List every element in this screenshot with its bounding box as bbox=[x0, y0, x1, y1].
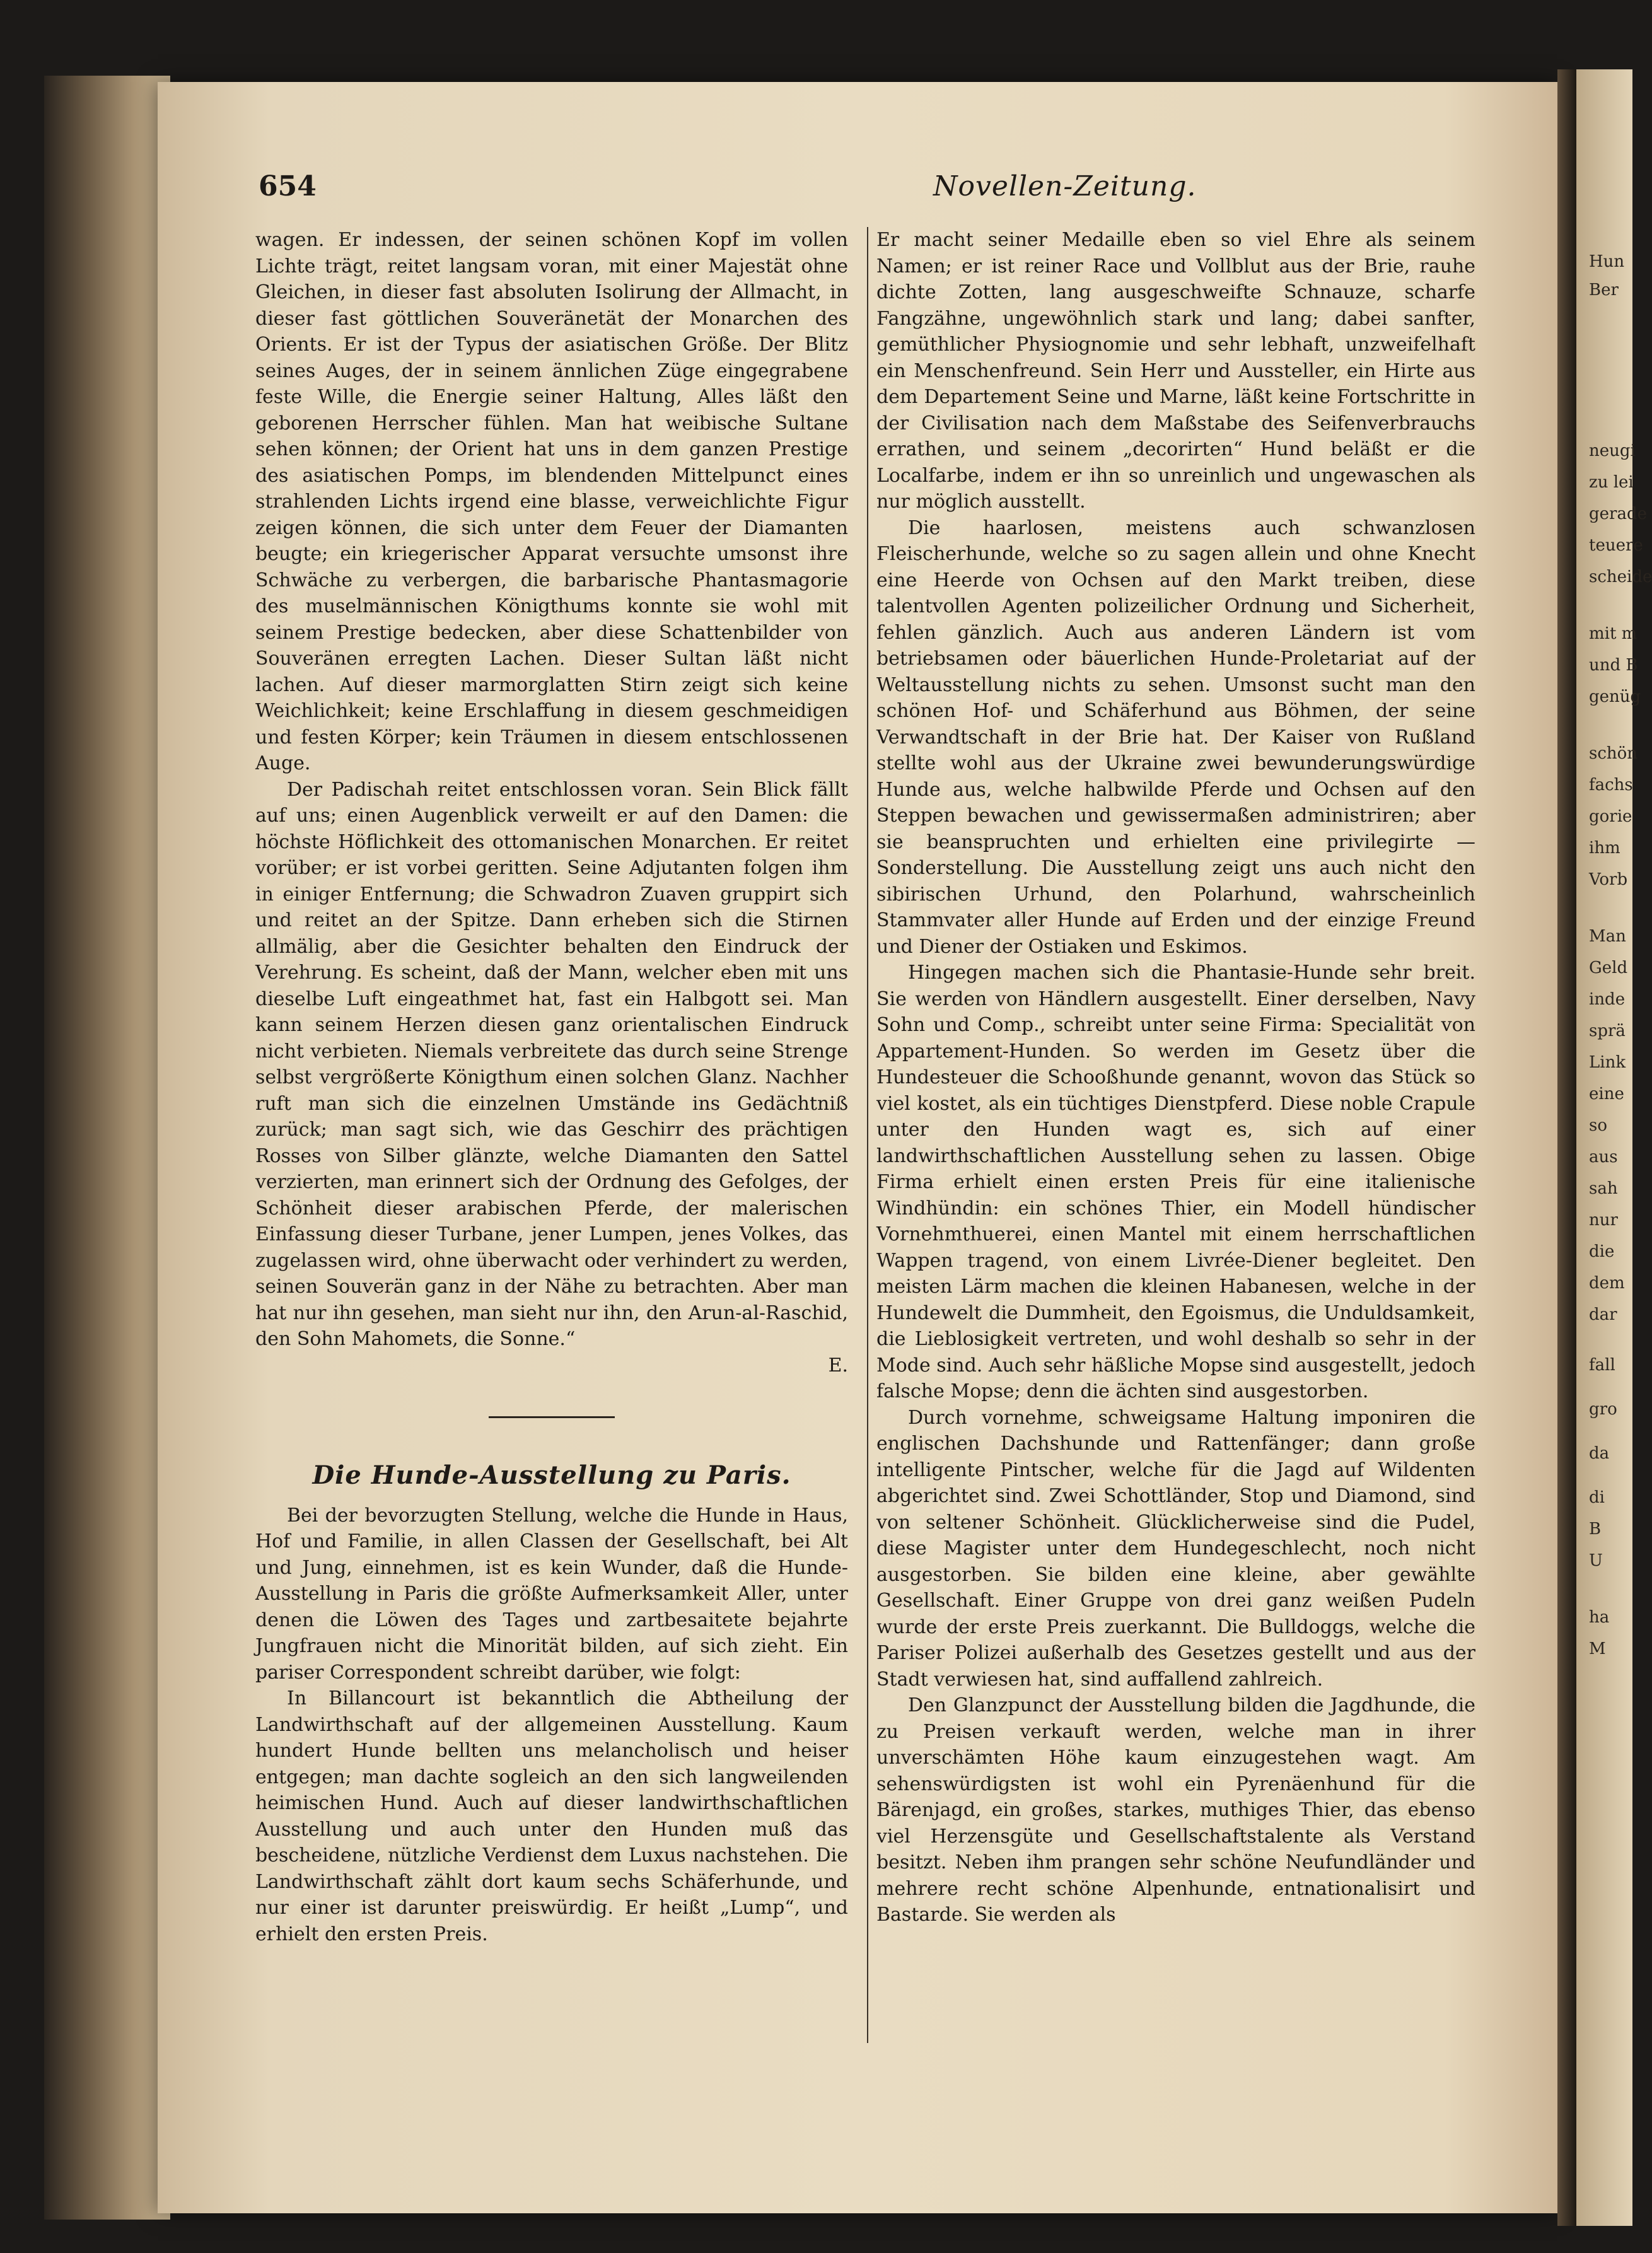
facing-page-fragment: genüg bbox=[1589, 687, 1641, 706]
facing-page-fragment: dem bbox=[1589, 1274, 1625, 1293]
book-page-edges bbox=[44, 76, 170, 2220]
right-column bbox=[876, 227, 1475, 1928]
facing-page-fragment: sah bbox=[1589, 1179, 1618, 1198]
column-rule bbox=[867, 227, 868, 2043]
facing-page-fragment: zu lei bbox=[1589, 473, 1634, 492]
book-gutter bbox=[1557, 69, 1576, 2226]
facing-page-fragment: neugi bbox=[1589, 441, 1636, 460]
facing-page-fragment: Hun bbox=[1589, 252, 1625, 271]
facing-page-fragment: schön bbox=[1589, 744, 1638, 763]
facing-page-fragment: di bbox=[1589, 1488, 1605, 1507]
facing-page-fragment: eine bbox=[1589, 1085, 1624, 1103]
paragraph: Er macht seiner Medaille eben so viel Ehre als seinem Namen; er ist reiner Race und Vollblut aus der Brie, rauhe dichte Zotten, lang ausgeschweifte Schnauze, scharfe Fangzähne, ungewöhnlich stark und lang; dabei sanfter, gemüthlicher Physiognomie und sehr lebhaft, unzweifelhaft ein Menschenfreund. Sein Herr und Aussteller, ein Hirte aus dem Departement Seine und Marne, läßt keine Fortschritte in der Civilisation nach dem Maßstabe des Seifenverbrauchs errathen, und seinem „decorirten“ Hund beläßt er die Localfarbe, indem er ihn so unreinlich und ungewaschen als nur möglich ausstellt. bbox=[876, 229, 1475, 513]
paragraph: Bei der bevorzugten Stellung, welche die Hunde in Haus, Hof und Familie, in allen Classen der Gesellschaft, bei Alt und Jung, einnehmen, ist es kein Wunder, daß die Hunde-Ausstellung in Paris die größte Aufmerksamkeit Aller, unter denen die Löwen des Tages und zartbesaitete bejahrte Jungfrauen nicht die Minorität bilden, auf sich zieht. Ein pariser Correspondent schreibt darüber, wie folgt: bbox=[255, 1504, 848, 1684]
facing-page-fragment: inde bbox=[1589, 990, 1626, 1009]
facing-page-fragment: gerade bbox=[1589, 504, 1647, 523]
paragraph: Der Padischah reitet entschlossen voran. Sein Blick fällt auf uns; einen Augenblick verweilt er auf den Damen: die höchste Höflichkeit des ottomanischen Monarchen. Er reitet vorüber; er ist vorbei geritten. Seine Adjutanten folgen ihm in einiger Entfernung; die Schwadron Zuaven gruppirt sich und reitet an der Spitze. Dann erheben sich die Stirnen allmälig, aber die Gesichter behalten den Eindruck der Verehrung. Es scheint, daß der Mann, welcher eben mit uns dieselbe Luft eingeathmet hat, fast ein Halbgott sei. Man kann seinem Herzen diesen ganz orientalischen Eindruck nicht verbieten. Niemals verbreitete das durch seine Strenge selbst vergrößerte Königthum einen solchen Glanz. Nachher ruft man sich die einzelnen Umstände ins Gedächtniß zurück; man sagt sich, wie das Geschirr des prächtigen Rosses von Silber glänzte, welche Diamanten den Sattel verzierten, man erinnert sich der Ordnung des Gefolges, der Schönheit dieser arabischen Pferde, der malerischen Einfassung dieser Turbane, jener Lumpen, jenes Volkes, das zugelassen wird, ohne überwacht oder verhindert zu werden, seinen Souverän ganz in der Nähe zu betrachten. Aber man hat nur ihn gesehen, man sieht nur ihn, den Arun-al-Raschid, den Sohn Mahomets, die Sonne.“ bbox=[255, 778, 848, 1350]
facing-page-fragment: M bbox=[1589, 1639, 1606, 1658]
facing-page-fragment: Man bbox=[1589, 927, 1626, 946]
facing-page-fragment: da bbox=[1589, 1444, 1610, 1463]
facing-page-fragment: teuere bbox=[1589, 536, 1643, 555]
book-page bbox=[158, 82, 1557, 2213]
paragraph: wagen. Er indessen, der seinen schönen Kopf im vollen Lichte trägt, reitet langsam voran, mit einer Majestät ohne Gleichen, in dieser fast absoluten Isolirung der Allmacht, in dieser fast göttlichen Souveränetät der Monarchen des Orients. Er ist der Typus der asiatischen Größe. Der Blitz seines Auges, der in seinem ännlichen Züge eingegrabene feste Wille, die Energie seiner Haltung, Alles läßt den geborenen Herrscher fühlen. Man hat weibische Sultane sehen können; der Orient hat uns in dem ganzen Prestige des asiatischen Pomps, im blendenden Mittelpunct eines strahlenden Lichts irgend eine blasse, verweichlichte Figur zeigen können, die sich unter dem Feuer der Diamanten beugte; ein kriegerischer Apparat versuchte umsonst ihre Schwäche zu verbergen, die barbarische Phantasmagorie des muselmännischen Königthums konnte sie wohl mit seinem Prestige bedecken, aber diese Schattenbilder von Souveränen erregten Lachen. Dieser Sultan läßt nicht lachen. Auf dieser marmorglatten Stirn zeigt sich keine Weichlichkeit; keine Erschlaffung in diesem geschmeidigen und festen Körper; kein Träumen in diesem entschlossenen Auge. bbox=[255, 229, 848, 774]
facing-page-fragment: Ber bbox=[1589, 281, 1619, 300]
facing-page-fragment: fall bbox=[1589, 1356, 1615, 1375]
left-column bbox=[255, 227, 848, 1947]
paragraph: In Billancourt ist bekanntlich die Abtheilung der Landwirthschaft auf der allgemeinen Ausstellung. Kaum hundert Hunde bellten uns melancholisch und heiser entgegen; man dachte sogleich an den sich langweilenden heimischen Hund. Auch auf dieser landwirthschaftlichen Ausstellung und auch unter den Hunden muß das bescheidene, nützliche Verdienst dem Luxus nachstehen. Die Landwirthschaft zählt dort kaum sechs Schäferhunde, und nur einer ist darunter preiswürdig. Er heißt „Lump“, und erhielt den ersten Preis. bbox=[255, 1687, 848, 1945]
facing-page-edge bbox=[1576, 69, 1652, 2226]
facing-page-fragment: gorie bbox=[1589, 807, 1632, 826]
facing-page-fragment: ha bbox=[1589, 1608, 1610, 1627]
paragraph: Die haarlosen, meistens auch schwanzlosen Fleischerhunde, welche so zu sagen allein und ohne Knecht eine Heerde von Ochsen auf den Markt treiben, diese talentvollen Agenten polizeilicher Ordnung und Sicherheit, fehlen gänzlich. Auch aus anderen Ländern ist vom betriebsamen oder bäuerlichen Hunde-Proletariat auf der Weltausstellung nichts zu sehen. Umsonst sucht man den schönen Hof- und Schäferhund aus Böhmen, der seine Verwandtschaft in der Brie hat. Der Kaiser von Rußland stellte wohl aus der Ukraine zwei bewunderungswürdige Hunde aus, welche halbwilde Pferde und Ochsen auf den Steppen bewachen und gewissermaßen administriren; aber sie beanspruchten und erhielten eine privilegirte — Sonderstellung. Die Ausstellung zeigt uns auch nicht den sibirischen Urhund, den Polarhund, wahrscheinlich Stammvater aller Hunde auf Erden und der einzige Freund und Diener der Ostiaken und Eskimos. bbox=[876, 516, 1475, 958]
facing-page-fragment: Vorb bbox=[1589, 870, 1628, 889]
facing-page-fragment: dar bbox=[1589, 1305, 1617, 1324]
facing-page-fragment: sprä bbox=[1589, 1022, 1626, 1040]
page-number: 654 bbox=[259, 170, 317, 202]
section-divider bbox=[489, 1416, 615, 1418]
article-title: Die Hunde-Ausstellung zu Paris. bbox=[312, 1460, 791, 1490]
paragraph: Den Glanzpunct der Ausstellung bilden die Jagdhunde, die zu Preisen verkauft werden, welche man in ihrer unverschämten Höhe kaum einzugestehen wagt. Am sehenswürdigsten ist wohl ein Pyrenäenhund für die Bärenjagd, ein großes, starkes, muthiges Thier, das ebenso viel Herzensgüte und Gesellschaftstalente als Verstand besitzt. Neben ihm prangen sehr schöne Neufundländer und mehrere recht schöne Alpenhunde, entnationalisirt und Bastarde. Sie werden als bbox=[876, 1694, 1475, 1926]
facing-page-fragment: mit m bbox=[1589, 624, 1637, 643]
facing-page-fragment: Link bbox=[1589, 1053, 1626, 1072]
facing-page-fragment: die bbox=[1589, 1242, 1615, 1261]
author-signature: E. bbox=[828, 1354, 848, 1377]
facing-page-fragment: und B bbox=[1589, 656, 1638, 675]
facing-page-fragment: scheide bbox=[1589, 568, 1652, 586]
facing-page-fragment: fachs bbox=[1589, 776, 1633, 795]
journal-title: Novellen-Zeitung. bbox=[933, 170, 1197, 202]
facing-page-fragment: nur bbox=[1589, 1211, 1618, 1230]
facing-page-fragment: U bbox=[1589, 1551, 1603, 1570]
facing-page-fragment: gro bbox=[1589, 1400, 1617, 1419]
facing-page-fragment: ihm bbox=[1589, 839, 1620, 858]
facing-page-fragment: so bbox=[1589, 1116, 1607, 1135]
facing-page-fragment: Geld bbox=[1589, 958, 1628, 977]
facing-page-fragment: B bbox=[1589, 1520, 1602, 1539]
paragraph: Hingegen machen sich die Phantasie-Hunde sehr breit. Sie werden von Händlern ausgestellt. Einer derselben, Navy Sohn und Comp., schreibt unter seine Firma: Specialität von Appartement-Hunden. So werden im Gesetz über die Hundesteuer die Schooßhunde genannt, wovon das Stück so viel kostet, als ein tüchtiges Dienstpferd. Diese noble Crapule unter den Hunden wagt es, sich auf einer landwirthschaftlichen Ausstellung sehen zu lassen. Obige Firma erhielt einen ersten Preis für eine italienische Windhündin: ein schönes Thier, ein Modell hündischer Vornehmthuerei, einen Mantel mit einem herrschaftlichen Wappen tragend, von einem Livrée-Diener begleitet. Den meisten Lärm machen die kleinen Habanesen, welche in der Hundewelt die Dummheit, den Egoismus, die Unduldsamkeit, die Lieblosigkeit vertreten, und wohl deshalb so sehr in der Mode sind. Auch sehr häßliche Mopse sind ausgestellt, jedoch falsche Mopse; denn die ächten sind ausgestorben. bbox=[876, 962, 1475, 1402]
paragraph: Durch vornehme, schweigsame Haltung imponiren die englischen Dachshunde und Rattenfänger; dann große intelligente Pintscher, welche für die Jagd auf Wildenten abgerichtet sind. Zwei Schottländer, Stop und Diamond, sind von seltener Schönheit. Glücklicherweise sind die Pudel, diese Magister unter dem Hundegeschlecht, noch nicht ausgestorben. Sie bilden eine kleine, aber gewählte Gesellschaft. Einer Gruppe von drei ganz weißen Pudeln wurde der erste Preis zuerkannt. Die Bulldoggs, welche die Pariser Polizei außerhalb des Gesetzes gestellt und aus der Stadt verwiesen hat, sind auffallend zahlreich. bbox=[876, 1406, 1475, 1691]
facing-page-fragment: aus bbox=[1589, 1148, 1618, 1167]
running-head bbox=[259, 170, 1482, 208]
